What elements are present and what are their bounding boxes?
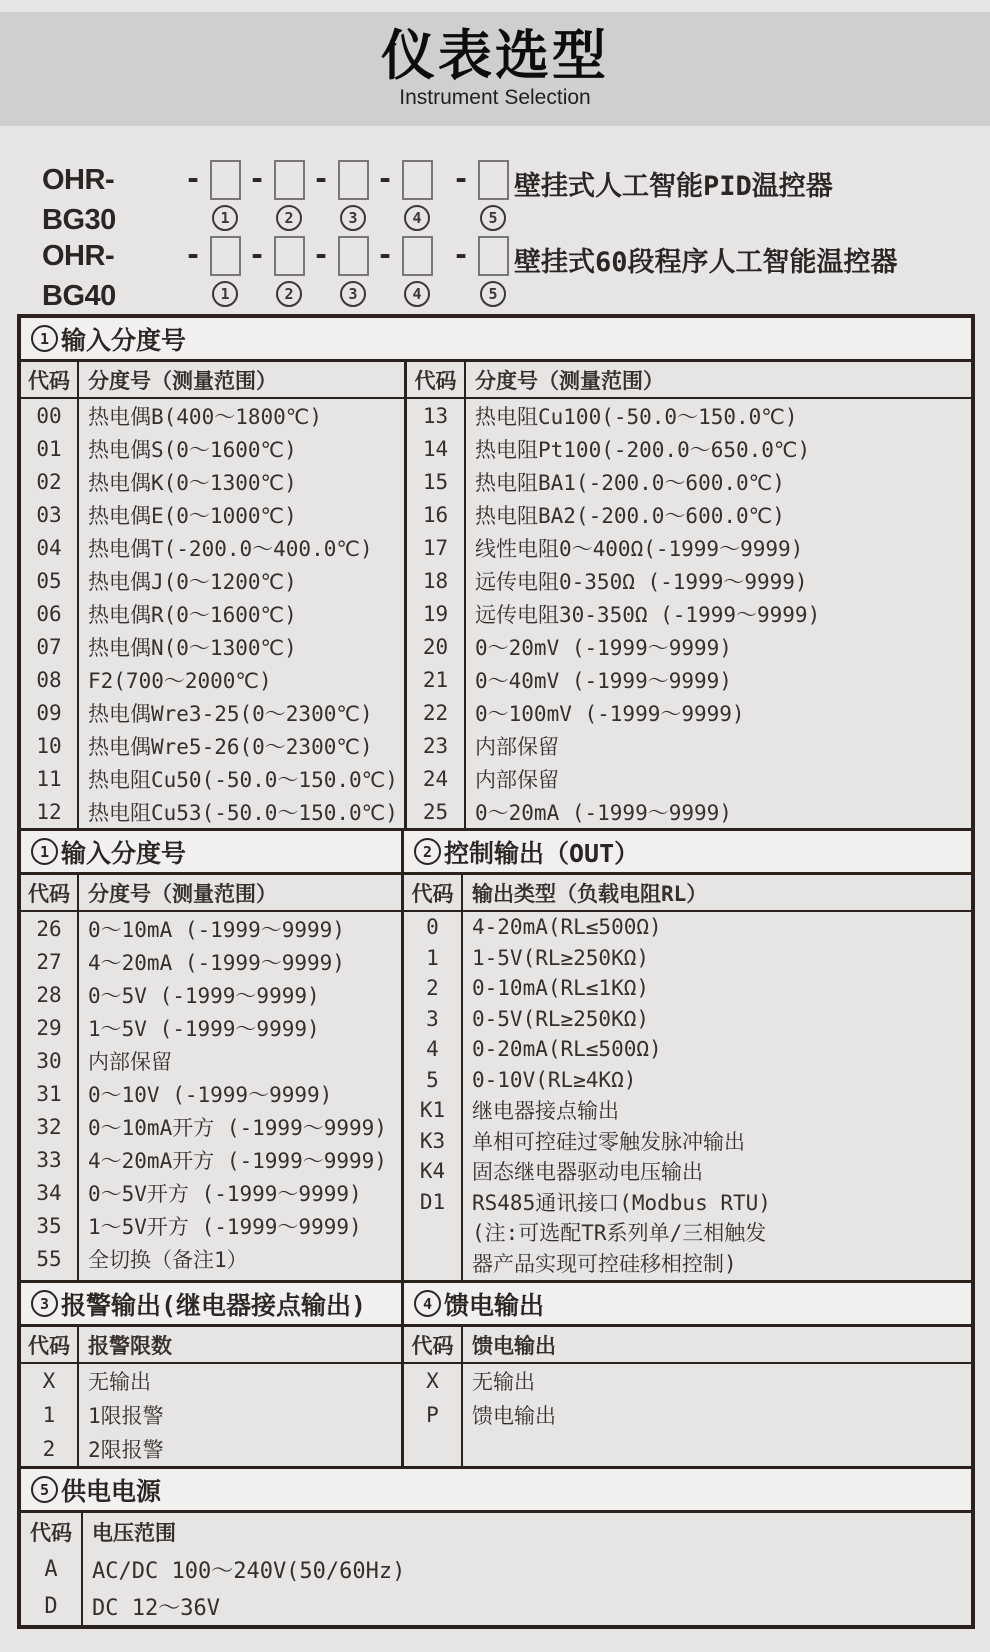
note-row bbox=[404, 1248, 971, 1279]
model-slot-box bbox=[274, 236, 305, 276]
cell-value: 0～40mV (-1999～9999) bbox=[475, 668, 732, 693]
section-title-label: 输入分度号 bbox=[61, 838, 187, 868]
cell-code: 11 bbox=[21, 762, 79, 795]
table-row bbox=[21, 1077, 401, 1110]
table-row bbox=[404, 1364, 971, 1398]
model-slot bbox=[400, 160, 434, 231]
section-title bbox=[21, 1283, 401, 1327]
selection-table bbox=[17, 314, 975, 1629]
model-row bbox=[42, 236, 990, 312]
model-slot bbox=[476, 160, 510, 231]
section-title-label: 控制输出（OUT） bbox=[444, 838, 640, 868]
section-power-supply bbox=[21, 1466, 971, 1625]
model-slot-box bbox=[478, 236, 509, 276]
cell-code: 01 bbox=[21, 432, 79, 465]
table-row bbox=[404, 973, 971, 1004]
cell-code bbox=[21, 1275, 79, 1280]
cell-value: 0～5V (-1999～9999) bbox=[88, 983, 320, 1008]
cell-value: 1限报警 bbox=[88, 1404, 164, 1428]
model-description: 壁挂式60段程序人工智能温控器 bbox=[514, 247, 898, 278]
cell-code: 32 bbox=[21, 1110, 79, 1143]
cell-value: 0-5V(RL≥250KΩ) bbox=[472, 1006, 650, 1031]
half-alarm-output bbox=[21, 1283, 404, 1466]
cell-code: 10 bbox=[21, 729, 79, 762]
cell-code: 03 bbox=[21, 498, 79, 531]
cell-value: 热电偶N(0～1300℃) bbox=[79, 630, 407, 663]
title-banner bbox=[0, 12, 990, 126]
model-slot-box bbox=[338, 236, 369, 276]
section-title-label: 馈电输出 bbox=[444, 1290, 545, 1320]
table-row bbox=[21, 498, 971, 531]
column-header-code: 代码 bbox=[407, 362, 466, 397]
table-row bbox=[21, 1209, 401, 1242]
cell-code: 21 bbox=[407, 663, 466, 696]
model-slot bbox=[400, 236, 434, 307]
cell-value: 热电偶Wre5-26(0～2300℃) bbox=[79, 729, 407, 762]
cell-value: 热电偶Wre3-25(0～2300℃) bbox=[79, 696, 407, 729]
cell-value: 线性电阻0～400Ω(-1999～9999) bbox=[475, 536, 804, 561]
section-title bbox=[21, 831, 401, 875]
section-title bbox=[404, 1283, 971, 1327]
cell-value: 0～20mA (-1999～9999) bbox=[475, 800, 732, 825]
cell-code: 2 bbox=[404, 973, 463, 1004]
table-row bbox=[21, 1011, 401, 1044]
half-feed-output bbox=[404, 1283, 971, 1466]
section-title-label: 输入分度号 bbox=[61, 325, 187, 355]
table-row bbox=[404, 912, 971, 943]
table-row bbox=[21, 1364, 401, 1398]
cell-code: 13 bbox=[407, 399, 466, 432]
model-slot bbox=[208, 160, 242, 231]
cell-code: 26 bbox=[21, 912, 79, 945]
table-row bbox=[21, 1432, 401, 1466]
cell-code: 17 bbox=[407, 531, 466, 564]
table-row bbox=[21, 795, 971, 828]
section-body bbox=[21, 399, 971, 828]
cell-value: AC/DC 100～240V(50/60Hz) bbox=[92, 1559, 406, 1584]
section-body bbox=[21, 912, 401, 1280]
circled-number-icon: 4 bbox=[414, 1290, 441, 1317]
cell-value: DC 12～36V bbox=[92, 1596, 220, 1621]
cell-code: 14 bbox=[407, 432, 466, 465]
cell-code bbox=[404, 1248, 463, 1279]
cell-value: 单相可控硅过零触发脉冲输出 bbox=[472, 1129, 745, 1154]
table-row bbox=[404, 1004, 971, 1035]
half-control-output bbox=[404, 831, 971, 1280]
column-header-label: 电压范围 bbox=[92, 1521, 176, 1545]
table-row bbox=[404, 1034, 971, 1065]
table-row bbox=[21, 432, 971, 465]
cell-code: K3 bbox=[404, 1126, 463, 1157]
table-row bbox=[21, 1044, 401, 1077]
cell-code bbox=[404, 1217, 463, 1248]
section-body bbox=[21, 1364, 401, 1466]
dash-separator: - bbox=[452, 162, 470, 195]
cell-value: 热电阻Cu53(-50.0～150.0℃) bbox=[79, 795, 407, 828]
table-row bbox=[21, 1176, 401, 1209]
cell-value: 1～5V (-1999～9999) bbox=[88, 1016, 320, 1041]
column-header-code: 代码 bbox=[404, 875, 463, 910]
cell-value: F2(700～2000℃) bbox=[79, 663, 407, 696]
cell-code: 05 bbox=[21, 564, 79, 597]
cell-value: 热电偶B(400～1800℃) bbox=[79, 399, 407, 432]
note-row bbox=[404, 1217, 971, 1248]
cell-code: 30 bbox=[21, 1044, 79, 1077]
dash-separator: - bbox=[376, 238, 394, 271]
cell-code: 12 bbox=[21, 795, 79, 828]
cell-value: 0～5V开方 (-1999～9999) bbox=[88, 1181, 362, 1206]
cell-value: 0-10V(RL≥4KΩ) bbox=[472, 1067, 637, 1092]
table-row bbox=[21, 1588, 971, 1625]
cell-value: 远传电阻0-350Ω (-1999～9999) bbox=[475, 569, 808, 594]
cell-value: 热电阻BA2(-200.0～600.0℃) bbox=[475, 503, 785, 528]
table-row bbox=[21, 762, 971, 795]
table-row bbox=[21, 399, 971, 432]
cell-code: 00 bbox=[21, 399, 79, 432]
circled-number-icon: 1 bbox=[31, 838, 58, 865]
cell-value: 1～5V开方 (-1999～9999) bbox=[88, 1214, 362, 1239]
cell-code: 25 bbox=[407, 795, 466, 828]
cell-value: (注:可选配TR系列单/三相触发 bbox=[472, 1221, 767, 1246]
filler-row bbox=[21, 1275, 401, 1280]
cell-value: 热电阻Cu50(-50.0～150.0℃) bbox=[79, 762, 407, 795]
table-row bbox=[21, 1551, 971, 1588]
cell-value: 热电偶T(-200.0～400.0℃) bbox=[79, 531, 407, 564]
cell-code: 3 bbox=[404, 1004, 463, 1035]
column-header-label: 分度号（测量范围） bbox=[88, 881, 277, 906]
table-row bbox=[21, 696, 971, 729]
cell-code bbox=[404, 1278, 463, 1280]
cell-value: 2限报警 bbox=[88, 1438, 164, 1462]
column-header-label: 输出类型（负载电阻RL） bbox=[472, 881, 708, 906]
dash-separator: - bbox=[312, 238, 330, 271]
table-row bbox=[404, 1126, 971, 1157]
column-header-code: 代码 bbox=[21, 875, 79, 910]
cell-code: 06 bbox=[21, 597, 79, 630]
cell-value: 内部保留 bbox=[475, 767, 559, 792]
cell-code: 34 bbox=[21, 1176, 79, 1209]
model-slot-box bbox=[402, 160, 433, 200]
dash-separator: - bbox=[376, 162, 394, 195]
section-title-label: 供电电源 bbox=[61, 1476, 162, 1506]
cell-value: 0～10mA (-1999～9999) bbox=[88, 917, 345, 942]
cell-value: 无输出 bbox=[88, 1370, 151, 1394]
page-subtitle: Instrument Selection bbox=[399, 86, 591, 110]
cell-code: D1 bbox=[404, 1187, 463, 1218]
column-header-code: 代码 bbox=[404, 1327, 463, 1362]
cell-value bbox=[79, 1275, 401, 1280]
cell-code: 31 bbox=[21, 1077, 79, 1110]
model-slot bbox=[336, 160, 370, 231]
cell-code: 27 bbox=[21, 945, 79, 978]
table-row bbox=[21, 564, 971, 597]
circled-number-icon: 2 bbox=[414, 838, 441, 865]
cell-value: 0～20mV (-1999～9999) bbox=[475, 635, 732, 660]
column-header-row bbox=[404, 875, 971, 912]
cell-code: 29 bbox=[21, 1011, 79, 1044]
column-header-label: 报警限数 bbox=[88, 1333, 172, 1358]
table-row bbox=[404, 1156, 971, 1187]
slot-number-badge: 5 bbox=[480, 281, 506, 307]
model-slot bbox=[476, 236, 510, 307]
cell-code bbox=[404, 1432, 463, 1466]
cell-code: 1 bbox=[404, 943, 463, 974]
cell-value bbox=[463, 1278, 971, 1280]
table-row bbox=[21, 531, 971, 564]
table-row bbox=[21, 912, 401, 945]
cell-value bbox=[463, 1432, 971, 1466]
cell-value: 内部保留 bbox=[88, 1049, 172, 1074]
model-code: OHR-BG30 bbox=[42, 164, 116, 236]
table-row bbox=[404, 1398, 971, 1432]
table-row bbox=[21, 978, 401, 1011]
table-row bbox=[404, 1065, 971, 1096]
table-row bbox=[21, 1242, 401, 1275]
slot-number-badge: 3 bbox=[340, 281, 366, 307]
cell-value: 4～20mA开方 (-1999～9999) bbox=[88, 1148, 387, 1173]
cell-code: 28 bbox=[21, 978, 79, 1011]
table-row bbox=[404, 943, 971, 974]
slot-number-badge: 3 bbox=[340, 205, 366, 231]
half-input-codes bbox=[21, 831, 404, 1280]
table-row bbox=[21, 465, 971, 498]
column-header-row bbox=[21, 1513, 971, 1551]
model-ordering-block bbox=[42, 160, 990, 312]
filler-row bbox=[404, 1432, 971, 1466]
table-row bbox=[21, 597, 971, 630]
cell-value: 热电偶R(0～1600℃) bbox=[79, 597, 407, 630]
cell-value: 0-10mA(RL≤1KΩ) bbox=[472, 976, 650, 1001]
cell-value: 器产品实现可控硅移相控制) bbox=[472, 1251, 737, 1276]
cell-value: 4-20mA(RL≤500Ω) bbox=[472, 915, 662, 940]
cell-code: 20 bbox=[407, 630, 466, 663]
section-title bbox=[21, 318, 971, 362]
cell-value: 无输出 bbox=[472, 1370, 535, 1394]
cell-code: 18 bbox=[407, 564, 466, 597]
table-row bbox=[21, 729, 971, 762]
column-header-row bbox=[21, 362, 971, 399]
model-slot-box bbox=[274, 160, 305, 200]
cell-code: 33 bbox=[21, 1143, 79, 1176]
cell-value: 0～100mV (-1999～9999) bbox=[475, 701, 745, 726]
cell-code: 2 bbox=[21, 1432, 79, 1466]
model-slot-box bbox=[478, 160, 509, 200]
table-row bbox=[21, 663, 971, 696]
page-title: 仪表选型 bbox=[381, 25, 609, 86]
column-header-row bbox=[21, 875, 401, 912]
table-row bbox=[404, 1095, 971, 1126]
column-header-code: 代码 bbox=[21, 1327, 79, 1362]
column-header-label: 分度号（测量范围） bbox=[475, 368, 664, 393]
cell-code: K4 bbox=[404, 1156, 463, 1187]
cell-code: 02 bbox=[21, 465, 79, 498]
table-row bbox=[21, 945, 401, 978]
cell-value: 热电阻Pt100(-200.0～650.0℃) bbox=[475, 437, 811, 462]
cell-code: 09 bbox=[21, 696, 79, 729]
section-body bbox=[21, 1513, 971, 1625]
slot-number-badge: 2 bbox=[276, 281, 302, 307]
cell-code: P bbox=[404, 1398, 463, 1432]
slot-number-badge: 4 bbox=[404, 281, 430, 307]
model-slot-box bbox=[338, 160, 369, 200]
cell-value: RS485通讯接口(Modbus RTU) bbox=[472, 1190, 771, 1215]
model-row bbox=[42, 160, 990, 236]
cell-code: A bbox=[21, 1551, 83, 1588]
cell-code: 04 bbox=[21, 531, 79, 564]
cell-code: 5 bbox=[404, 1065, 463, 1096]
section-body bbox=[404, 912, 971, 1280]
table-row bbox=[21, 1143, 401, 1176]
dash-separator: - bbox=[248, 162, 266, 195]
dash-separator: - bbox=[184, 162, 202, 195]
cell-code: 16 bbox=[407, 498, 466, 531]
cell-value: 远传电阻30-350Ω (-1999～9999) bbox=[475, 602, 821, 627]
dash-separator: - bbox=[184, 238, 202, 271]
slot-number-badge: 2 bbox=[276, 205, 302, 231]
table-row bbox=[404, 1187, 971, 1218]
slot-number-badge: 5 bbox=[480, 205, 506, 231]
cell-code: 24 bbox=[407, 762, 466, 795]
cell-value: 0～10mA开方 (-1999～9999) bbox=[88, 1115, 387, 1140]
cell-value: 固态继电器驱动电压输出 bbox=[472, 1160, 703, 1185]
cell-value: 内部保留 bbox=[475, 734, 559, 759]
cell-code: 55 bbox=[21, 1242, 79, 1275]
column-header-code: 代码 bbox=[21, 1513, 83, 1551]
cell-value: 热电偶J(0～1200℃) bbox=[79, 564, 407, 597]
cell-code: 22 bbox=[407, 696, 466, 729]
section-input-codes bbox=[21, 318, 971, 828]
cell-value: 1-5V(RL≥250KΩ) bbox=[472, 945, 650, 970]
section-body bbox=[404, 1364, 971, 1466]
column-header-row bbox=[21, 1327, 401, 1364]
cell-value: 热电偶S(0～1600℃) bbox=[79, 432, 407, 465]
section-title bbox=[21, 1469, 971, 1513]
circled-number-icon: 3 bbox=[31, 1290, 58, 1317]
model-description: 壁挂式人工智能PID温控器 bbox=[514, 171, 833, 202]
cell-code: 19 bbox=[407, 597, 466, 630]
cell-code: X bbox=[404, 1364, 463, 1398]
cell-value: 馈电输出 bbox=[472, 1404, 556, 1428]
dash-separator: - bbox=[452, 238, 470, 271]
filler-row bbox=[404, 1278, 971, 1280]
cell-code: 35 bbox=[21, 1209, 79, 1242]
cell-code: 15 bbox=[407, 465, 466, 498]
cell-code: 4 bbox=[404, 1034, 463, 1065]
column-header-row bbox=[404, 1327, 971, 1364]
cell-code: 1 bbox=[21, 1398, 79, 1432]
model-slot bbox=[272, 236, 306, 307]
section-title-label: 报警输出(继电器接点输出) bbox=[61, 1290, 367, 1320]
model-slot-box bbox=[210, 236, 241, 276]
dash-separator: - bbox=[312, 162, 330, 195]
table-row bbox=[21, 630, 971, 663]
cell-code: X bbox=[21, 1364, 79, 1398]
section-input-and-output bbox=[21, 828, 971, 1280]
section-title bbox=[404, 831, 971, 875]
cell-value: 4～20mA (-1999～9999) bbox=[88, 950, 345, 975]
column-header-label: 分度号（测量范围） bbox=[79, 362, 407, 397]
model-slot-box bbox=[402, 236, 433, 276]
cell-value: 0-20mA(RL≤500Ω) bbox=[472, 1037, 662, 1062]
cell-value: 热电阻BA1(-200.0～600.0℃) bbox=[475, 470, 785, 495]
column-header-code: 代码 bbox=[21, 362, 79, 397]
cell-code: 23 bbox=[407, 729, 466, 762]
cell-code: 08 bbox=[21, 663, 79, 696]
model-code: OHR-BG40 bbox=[42, 240, 116, 312]
model-slot bbox=[272, 160, 306, 231]
cell-code: K1 bbox=[404, 1095, 463, 1126]
circled-number-icon: 1 bbox=[31, 325, 58, 352]
model-slot bbox=[336, 236, 370, 307]
cell-value: 热电偶K(0～1300℃) bbox=[79, 465, 407, 498]
cell-value: 热电阻Cu100(-50.0～150.0℃) bbox=[475, 404, 798, 429]
model-slot bbox=[208, 236, 242, 307]
column-header-label: 馈电输出 bbox=[472, 1333, 556, 1358]
cell-code: 07 bbox=[21, 630, 79, 663]
section-alarm-and-feed bbox=[21, 1280, 971, 1466]
table-row bbox=[21, 1110, 401, 1143]
table-row bbox=[21, 1398, 401, 1432]
cell-value: 继电器接点输出 bbox=[472, 1099, 619, 1124]
cell-code: 0 bbox=[404, 912, 463, 943]
cell-value: 0～10V (-1999～9999) bbox=[88, 1082, 333, 1107]
cell-value: 热电偶E(0～1000℃) bbox=[79, 498, 407, 531]
cell-code: D bbox=[21, 1588, 83, 1625]
slot-number-badge: 4 bbox=[404, 205, 430, 231]
slot-number-badge: 1 bbox=[212, 205, 238, 231]
model-slot-box bbox=[210, 160, 241, 200]
cell-value: 全切换（备注1） bbox=[88, 1247, 248, 1272]
slot-number-badge: 1 bbox=[212, 281, 238, 307]
dash-separator: - bbox=[248, 238, 266, 271]
circled-number-icon: 5 bbox=[31, 1476, 58, 1503]
